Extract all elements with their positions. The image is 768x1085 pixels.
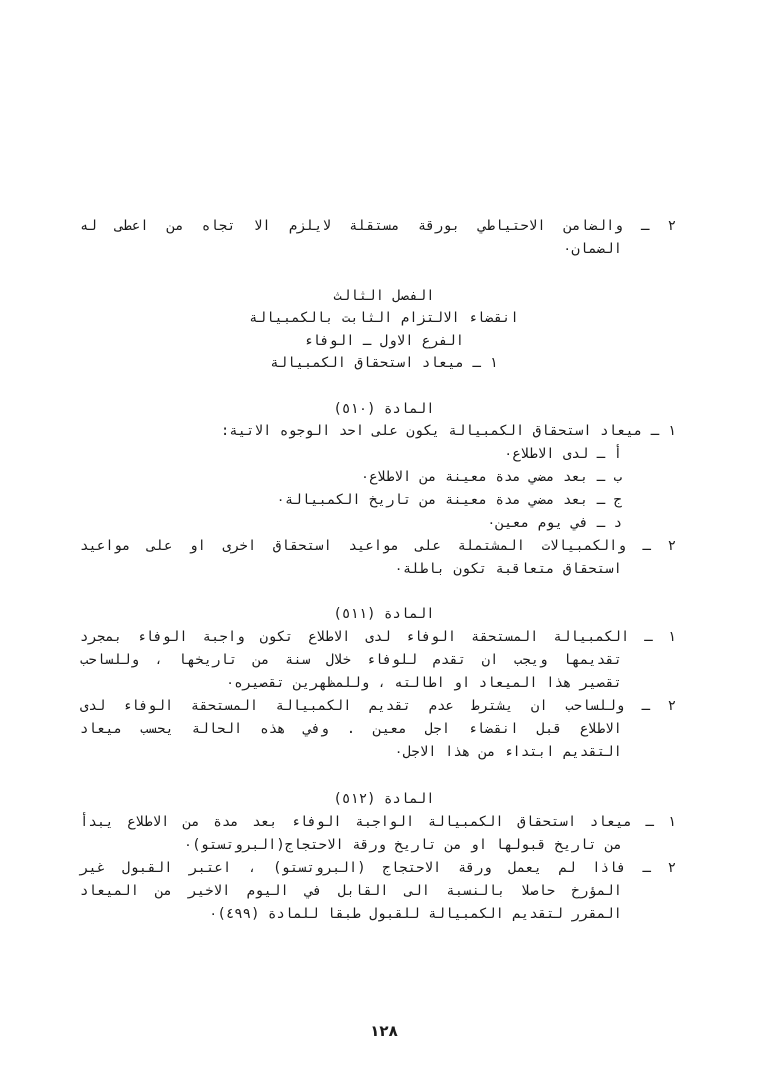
article-511-clause-1-line-2: تقديمها ويجب ان تقدم للوفاء خلال سنة من تاريخها ، وللساحب: [80, 652, 622, 668]
article-511-clause-2-line-2: الاطلاع قبل انقضاء اجل معين . وفي هذه الحالة يحسب ميعاد: [80, 721, 622, 737]
article-510-item-c: ج ـ بعد مضي مدة معينة من تاريخ الكمبيالة٠: [276, 492, 622, 508]
article-512-clause-2-line-2: المؤرخ حاصلا بالنسبة الى القابل في اليوم الاخير من الميعاد: [80, 883, 622, 899]
article-511-clause-2-line-1: ٢ ـ وللساحب ان يشترط عدم تقديم الكمبيالة المستحقة الوفاء لدى: [80, 698, 676, 714]
article-510-item-b: ب ـ بعد مضي مدة معينة من الاطلاع٠: [360, 469, 622, 485]
article-512-clause-1-line-2: من تاريخ قبولها او من تاريخ ورقة الاحتجاج(البروتستو)٠: [183, 837, 622, 853]
article-510-item-d: د ـ في يوم معين٠: [487, 515, 622, 531]
article-512-heading: المادة (٥١٢): [333, 791, 435, 807]
section-title: ١ ـ ميعاد استحقاق الكمبيالة: [270, 355, 498, 371]
article-510-heading: المادة (٥١٠): [333, 401, 435, 417]
prev-article-clause-2-line-1: ٢ ـ والضامن الاحتياطي بورقة مستقلة لايلزم الا تجاه من اعطى له: [80, 218, 676, 234]
page-number: ١٢٨: [370, 1022, 398, 1040]
article-512-clause-1-line-1: ١ ـ ميعاد استحقاق الكمبيالة الواجبة الوفاء بعد مدة من الاطلاع يبدأ: [80, 814, 676, 830]
article-511-clause-1-line-1: ١ ـ الكمبيالة المستحقة الوفاء لدى الاطلاع تكون واجبة الوفاء بمجرد: [80, 629, 676, 645]
prev-article-clause-2-line-2: الضمان٠: [562, 241, 622, 257]
article-510-item-a: أ ـ لدى الاطلاع٠: [503, 446, 622, 462]
article-510-clause-2-line-1: ٢ ـ والكمبيالات المشتملة على مواعيد استحقاق اخرى او على مواعيد: [80, 538, 676, 554]
article-511-heading: المادة (٥١١): [333, 606, 435, 622]
chapter-subtitle: انقضاء الالتزام الثابت بالكمبيالة: [249, 310, 519, 326]
article-512-clause-2-line-3: المقرر لتقديم الكمبيالة للقبول طبقا للمادة (٤٩٩)٠: [208, 906, 622, 922]
article-511-clause-1-line-3: تقصير هذا الميعاد او اطالته ، وللمظهرين تقصيره٠: [225, 675, 622, 691]
branch-title: الفرع الاول ـ الوفاء: [303, 333, 465, 349]
article-510-clause-1: ١ ـ ميعاد استحقاق الكمبيالة يكون على احد الوجوه الاتية:: [220, 423, 676, 439]
article-512-clause-2-line-1: ٢ ـ فاذا لم يعمل ورقة الاحتجاج (البروتستو) ، اعتبر القبول غير: [80, 860, 676, 876]
article-511-clause-2-line-3: التقديم ابتداء من هذا الاجل٠: [394, 744, 622, 760]
article-510-clause-2-line-2: استحقاق متعاقبة تكون باطلة٠: [394, 561, 622, 577]
chapter-title: الفصل الثالث: [333, 288, 435, 304]
